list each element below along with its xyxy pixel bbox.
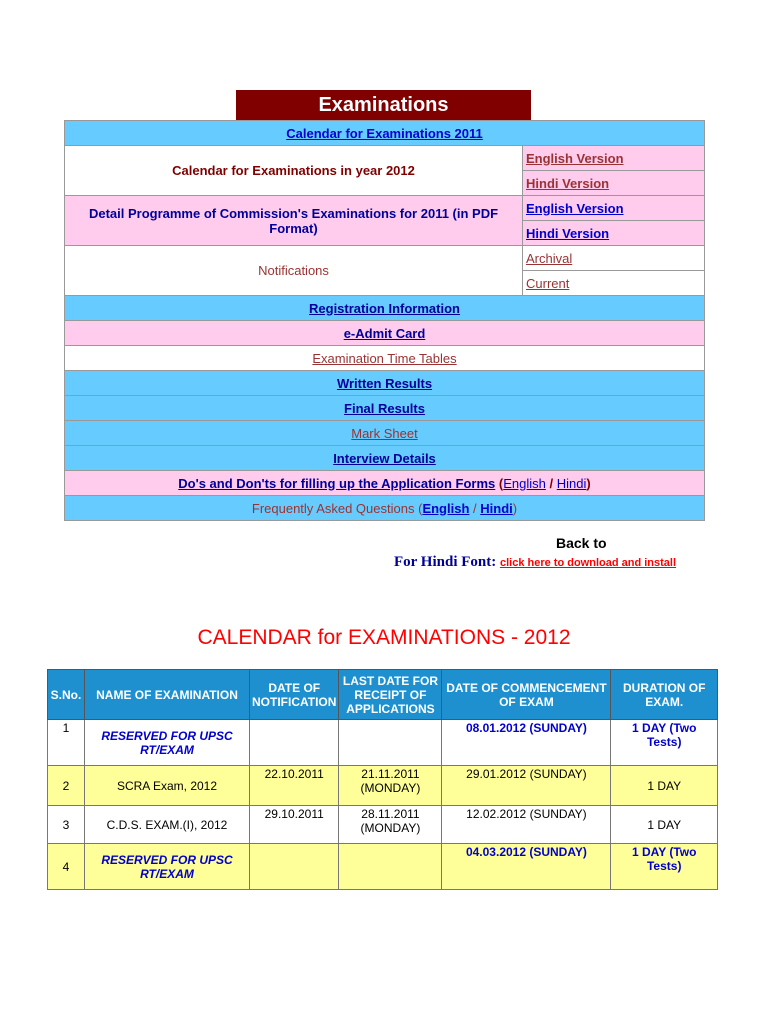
calendar-2012-label: Calendar for Examinations in year 2012 [172,163,415,178]
dos-donts-english-link[interactable]: English [503,475,546,491]
header-name: NAME OF EXAMINATION [85,670,250,720]
back-to-label: Back to [556,535,607,551]
cell-duration: 1 DAY (Two Tests) [611,720,718,766]
cell-commencement: 29.01.2012 (SUNDAY) [442,766,611,806]
header-last-date: LAST DATE FOR RECEIPT OF APPLICATIONS [339,670,442,720]
cell-sno: 2 [48,766,85,806]
faq-hindi-link[interactable]: Hindi [480,500,513,516]
written-results-link[interactable]: Written Results [336,375,433,391]
detail-programme-label: Detail Programme of Commission's Examinations for 2011 (in PDF Format) [88,205,499,236]
cell-notification: 22.10.2011 [250,766,339,806]
row-time-tables [65,346,705,371]
examinations-link-table [64,120,705,521]
e-admit-card-link[interactable]: e-Admit Card [343,325,426,341]
hindi-font-row [394,554,676,571]
cell-commencement: 12.02.2012 (SUNDAY) [442,806,611,844]
cell-name: SCRA Exam, 2012 [85,766,250,806]
table-row [48,766,718,806]
table-row [48,844,718,890]
detail-programme-hindi-link[interactable]: Hindi Version [526,225,610,241]
row-e-admit [65,321,705,346]
hindi-font-download-link[interactable]: click here to download and install [499,557,677,569]
calendar-2011-link[interactable]: Calendar for Examinations 2011 [286,125,483,141]
cell-notification: 29.10.2011 [250,806,339,844]
header-commencement: DATE OF COMMENCEMENT OF EXAM [442,670,611,720]
mark-sheet-link[interactable]: Mark Sheet [351,425,418,441]
cell-name: RESERVED FOR UPSC RT/EXAM [85,844,250,890]
faq-slash: / [473,500,477,516]
cell-sno: 3 [48,806,85,844]
row-notifications [65,246,705,271]
cell-last-date [339,720,442,766]
header-duration: DURATION OF EXAM. [611,670,718,720]
cell-duration: 1 DAY (Two Tests) [611,844,718,890]
cell-sno: 1 [48,720,85,766]
examination-time-tables-link[interactable]: Examination Time Tables [312,350,457,366]
dos-donts-paren-close: ) [586,475,591,491]
table-row [48,720,718,766]
cell-duration: 1 DAY [611,806,718,844]
notifications-archival-link[interactable]: Archival [526,250,573,266]
cell-commencement: 08.01.2012 (SUNDAY) [442,720,611,766]
calendar-2012-hindi-link[interactable]: Hindi Version [526,175,610,191]
dos-donts-link[interactable]: Do's and Don'ts for filling up the Application Forms [178,475,496,491]
calendar-2012-english-link[interactable]: English Version [526,150,624,166]
dos-donts-paren-open: ( [498,475,504,491]
row-calendar-2011 [65,121,705,146]
detail-programme-english-link[interactable]: English Version [526,200,624,216]
dos-donts-hindi-link[interactable]: Hindi [556,475,587,491]
registration-information-link[interactable]: Registration Information [309,300,460,316]
row-written-results [65,371,705,396]
cell-commencement: 04.03.2012 (SUNDAY) [442,844,611,890]
cell-sno: 4 [48,844,85,890]
notifications-label: Notifications [258,263,329,278]
cell-last-date: 21.11.2011 (MONDAY) [339,766,442,806]
row-faq [65,496,705,521]
header-sno: S.No. [48,670,85,720]
row-calendar-2012 [65,146,705,171]
faq-label: Frequently Asked Questions [251,500,415,516]
cell-notification [250,844,339,890]
cell-last-date [339,844,442,890]
faq-paren-open: ( [418,500,423,516]
notifications-current-link[interactable]: Current [526,275,570,291]
cell-last-date: 28.11.2011 (MONDAY) [339,806,442,844]
row-registration [65,296,705,321]
cell-name: RESERVED FOR UPSC RT/EXAM [85,720,250,766]
hindi-font-label: For Hindi Font: [394,554,497,570]
faq-paren-close: ) [512,500,518,516]
calendar-header-row [48,670,718,720]
calendar-table [47,669,718,890]
row-dos-donts [65,471,705,496]
row-mark-sheet [65,421,705,446]
page-title-banner: Examinations [236,90,531,120]
cell-notification [250,720,339,766]
interview-details-link[interactable]: Interview Details [333,450,436,466]
row-detail-programme [65,196,705,221]
cell-duration: 1 DAY [611,766,718,806]
row-interview [65,446,705,471]
cell-name: C.D.S. EXAM.(I), 2012 [85,806,250,844]
table-row [48,806,718,844]
final-results-link[interactable]: Final Results [344,400,425,416]
faq-english-link[interactable]: English [422,500,470,516]
row-final-results [65,396,705,421]
calendar-title: CALENDAR for EXAMINATIONS - 2012 [197,626,571,649]
header-notification: DATE OF NOTIFICATION [250,670,339,720]
dos-donts-slash: / [549,475,554,491]
